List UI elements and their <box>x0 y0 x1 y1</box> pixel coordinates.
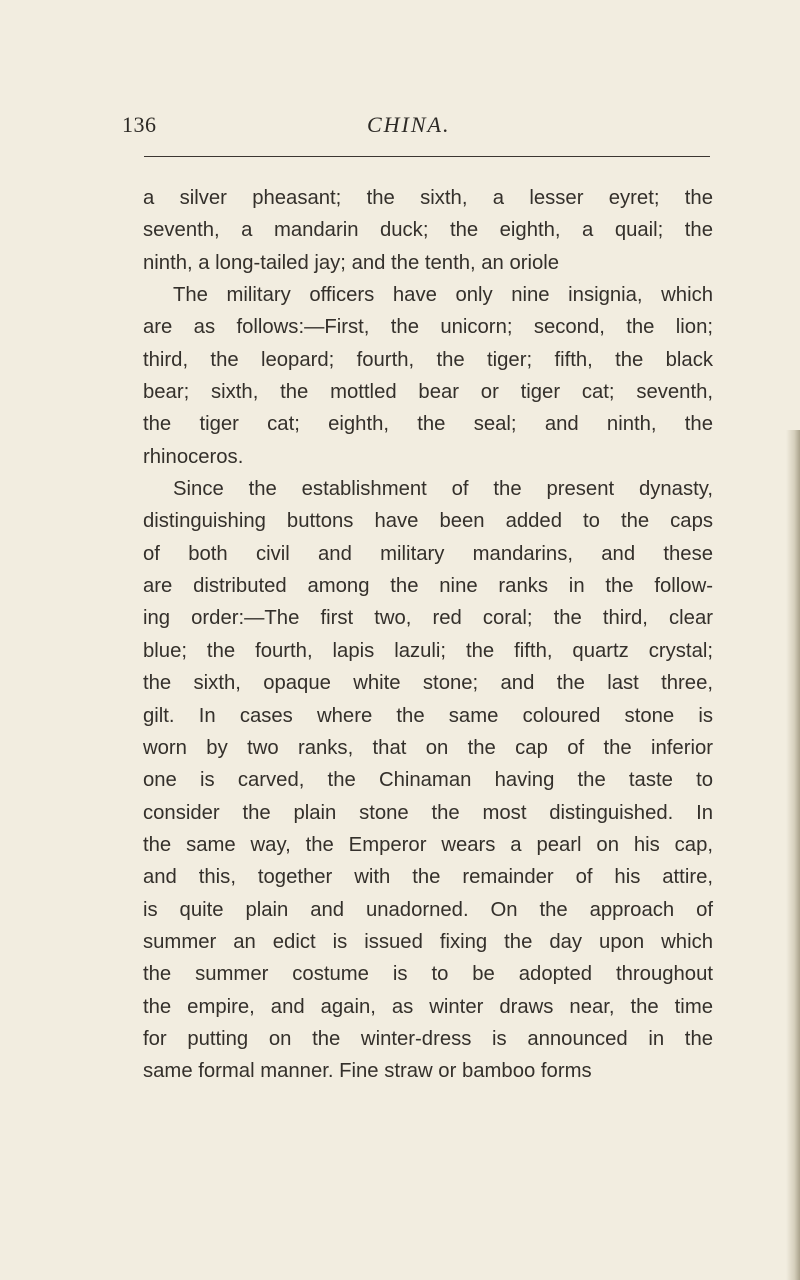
text-line: of both civil and military mandarins, and these <box>143 542 713 565</box>
text-line: blue; the fourth, lapis lazuli; the fifth, quartz crystal; <box>143 639 713 662</box>
text-line: third, the leopard; fourth, the tiger; fifth, the black <box>143 348 713 371</box>
text-line: bear; sixth, the mottled bear or tiger cat; seventh, <box>143 381 713 404</box>
running-title: CHINA. <box>367 112 451 137</box>
text-line: and this, together with the remainder of his attire, <box>143 866 713 889</box>
text-line: Since the establishment of the present dynasty, <box>173 478 713 501</box>
text-line: ing order:—The first two, red coral; the third, clear <box>143 607 713 630</box>
text-line: consider the plain stone the most distinguished. In <box>143 801 713 824</box>
text-line: the same way, the Emperor wears a pearl on his cap, <box>143 833 713 856</box>
text-line: The military officers have only nine insignia, which <box>173 284 713 307</box>
text-line: summer an edict is issued fixing the day upon which <box>143 930 713 953</box>
text-line: rhinoceros. <box>143 445 244 468</box>
running-head <box>122 112 712 142</box>
text-line: a silver pheasant; the sixth, a lesser eyret; the <box>143 187 713 209</box>
text-line: gilt. In cases where the same coloured stone is <box>143 704 713 727</box>
text-line: for putting on the winter-dress is announced in the <box>143 1027 713 1050</box>
text-line: the summer costume is to be adopted throughout <box>143 963 713 986</box>
text-line: is quite plain and unadorned. On the approach of <box>143 898 713 921</box>
text-line: are distributed among the nine ranks in the follow- <box>143 575 713 598</box>
text-line: the tiger cat; eighth, the seal; and ninth, the <box>143 413 713 436</box>
page-edge-shadow <box>786 430 800 1280</box>
text-line: the empire, and again, as winter draws near, the time <box>143 995 713 1018</box>
text-line: ninth, a long-tailed jay; and the tenth, an oriole <box>143 251 560 274</box>
text-line: the sixth, opaque white stone; and the last three, <box>143 672 713 695</box>
body-text <box>143 182 713 1088</box>
text-line: one is carved, the Chinaman having the taste to <box>143 769 713 792</box>
header-rule <box>144 156 710 157</box>
page-number: 136 <box>122 112 157 137</box>
text-line: seventh, a mandarin duck; the eighth, a quail; the <box>143 219 713 242</box>
text-line: distinguishing buttons have been added to the caps <box>143 510 713 533</box>
text-line: worn by two ranks, that on the cap of the inferior <box>143 736 713 759</box>
text-line: are as follows:—First, the unicorn; second, the lion; <box>143 316 713 339</box>
text-line: same formal manner. Fine straw or bamboo forms <box>143 1060 592 1083</box>
